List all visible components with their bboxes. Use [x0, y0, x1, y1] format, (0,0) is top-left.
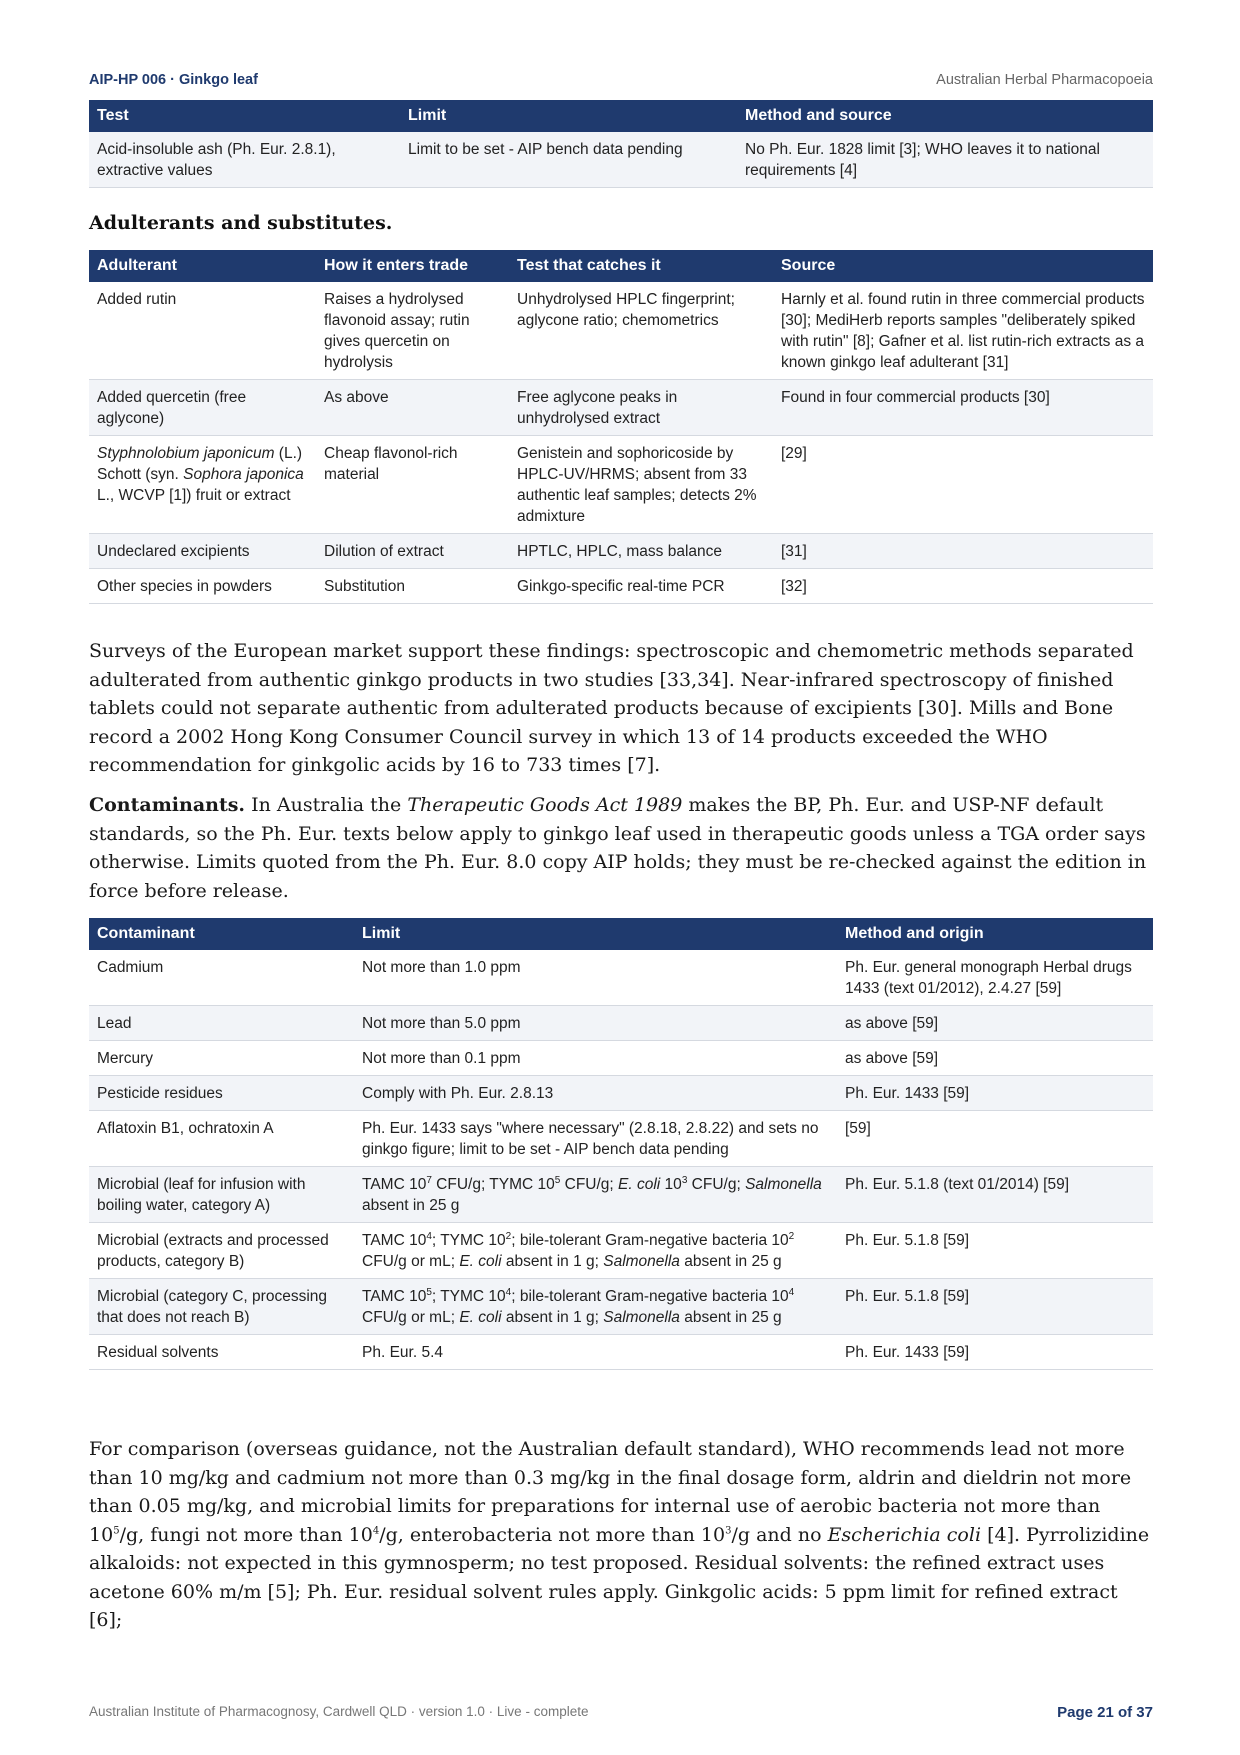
- contaminants-paragraph-wrap: [89, 791, 1153, 905]
- cell-method: Ph. Eur. 5.1.8 [59]: [837, 1223, 1153, 1279]
- col-header-source: Source: [773, 250, 1153, 282]
- cell-test: Ginkgo-specific real-time PCR: [509, 569, 773, 604]
- cell-contaminant: Microbial (category C, processing that does not reach B): [89, 1279, 354, 1335]
- cell-method: No Ph. Eur. 1828 limit [3]; WHO leaves it to national requirements [4]: [737, 132, 1153, 188]
- cell-contaminant: Microbial (extracts and processed products, category B): [89, 1223, 354, 1279]
- col-header-method-origin: Method and origin: [837, 918, 1153, 950]
- test-limits-table: [89, 100, 1153, 188]
- table-row: [89, 1167, 1153, 1223]
- col-header-adulterant: Adulterant: [89, 250, 316, 282]
- col-header-method-source: Method and source: [737, 100, 1153, 132]
- cell-how-enters: As above: [316, 380, 509, 436]
- cell-adulterant: Added quercetin (free aglycone): [89, 380, 316, 436]
- table-row: [89, 1041, 1153, 1076]
- table-row: [89, 380, 1153, 436]
- table-row: [89, 1076, 1153, 1111]
- cell-adulterant: Other species in powders: [89, 569, 316, 604]
- cell-method: Ph. Eur. general monograph Herbal drugs 1433 (text 01/2012), 2.4.27 [59]: [837, 950, 1153, 1006]
- cell-limit: Ph. Eur. 5.4: [354, 1335, 837, 1370]
- table-row: [89, 1335, 1153, 1370]
- table-header-row: [89, 918, 1153, 950]
- table-row: [89, 569, 1153, 604]
- cell-test: Genistein and sophoricoside by HPLC-UV/HRMS; absent from 33 authentic leaf samples; detects 2% admixture: [509, 436, 773, 534]
- cell-contaminant: Mercury: [89, 1041, 354, 1076]
- cell-method: as above [59]: [837, 1041, 1153, 1076]
- cell-method: Ph. Eur. 5.1.8 (text 01/2014) [59]: [837, 1167, 1153, 1223]
- cell-contaminant: Pesticide residues: [89, 1076, 354, 1111]
- cell-contaminant: Cadmium: [89, 950, 354, 1006]
- cell-method: Ph. Eur. 1433 [59]: [837, 1076, 1153, 1111]
- species-name: Escherichia coli: [827, 1523, 982, 1546]
- table-header-row: [89, 100, 1153, 132]
- cell-test: HPTLC, HPLC, mass balance: [509, 534, 773, 569]
- cell-test: Acid-insoluble ash (Ph. Eur. 2.8.1), extractive values: [89, 132, 400, 188]
- table-row: [89, 1006, 1153, 1041]
- surveys-paragraph: Surveys of the European market support these findings: spectroscopic and chemometric methods separated adulterated from authentic ginkgo products in two studies [33,34]. Near-infrared spectroscopy of finished tablets could not separate authentic from adulterated products because of excipients [30]. Mills and Bone record a 2002 Hong Kong Consumer Council survey in which 13 of 14 products exceeded the WHO recommendation for ginkgolic acids by 16 to 733 times [7].: [89, 640, 1134, 776]
- col-header-test: Test: [89, 100, 400, 132]
- contaminants-paragraph: Contaminants. In Australia the Therapeutic Goods Act 1989 makes the BP, Ph. Eur. and USP-NF default standards, so the Ph. Eur. texts below apply to ginkgo leaf used in therapeutic goods unless a TGA order says otherwise. Limits quoted from the Ph. Eur. 8.0 copy AIP holds; they must be re-checked against the edition in force before release.: [89, 794, 1147, 902]
- cell-source: [29]: [773, 436, 1153, 534]
- cell-source: [32]: [773, 569, 1153, 604]
- table-row: [89, 282, 1153, 380]
- cell-how-enters: Cheap flavonol-rich material: [316, 436, 509, 534]
- contaminants-table: [89, 918, 1153, 1370]
- cell-how-enters: Substitution: [316, 569, 509, 604]
- col-header-how-enters: How it enters trade: [316, 250, 509, 282]
- table-row: [89, 1279, 1153, 1335]
- running-head: [89, 72, 1153, 92]
- contaminants-table-wrap: [89, 918, 1153, 1370]
- table-row: [89, 1111, 1153, 1167]
- adulterants-heading-wrap: [89, 212, 1153, 234]
- running-head-title: AIP-HP 006 · Ginkgo leaf: [89, 72, 258, 88]
- synonym-name: Sophora japonica: [183, 466, 304, 483]
- col-header-limit: Limit: [400, 100, 737, 132]
- table-row: [89, 950, 1153, 1006]
- cell-method: Ph. Eur. 5.1.8 [59]: [837, 1279, 1153, 1335]
- cell-limit: Not more than 5.0 ppm: [354, 1006, 837, 1041]
- species-name: Styphnolobium japonicum: [97, 445, 275, 462]
- running-head-publication: Australian Herbal Pharmacopoeia: [936, 72, 1153, 88]
- cell-test: Free aglycone peaks in unhydrolysed extract: [509, 380, 773, 436]
- cell-contaminant: Residual solvents: [89, 1335, 354, 1370]
- cell-limit: TAMC $10^5$; TYMC $10^4$; bile-tolerant Gram-negative bacteria $10^4$ CFU/g or mL; E. coli absent in 1 g; Salmonella absent in 25 g: [354, 1279, 837, 1335]
- surveys-paragraph-wrap: [89, 637, 1153, 780]
- cell-limit: Ph. Eur. 1433 says "where necessary" (2.8.18, 2.8.22) and sets no ginkgo figure; limit to be set - AIP bench data pending: [354, 1111, 837, 1167]
- cell-source: Found in four commercial products [30]: [773, 380, 1153, 436]
- cell-how-enters: Raises a hydrolysed flavonoid assay; rutin gives quercetin on hydrolysis: [316, 282, 509, 380]
- cell-contaminant: Aflatoxin B1, ochratoxin A: [89, 1111, 354, 1167]
- cell-adulterant: Added rutin: [89, 282, 316, 380]
- cell-contaminant: Lead: [89, 1006, 354, 1041]
- cell-limit: Limit to be set - AIP bench data pending: [400, 132, 737, 188]
- adulterants-table-wrap: [89, 250, 1153, 604]
- cell-limit: TAMC $10^7$ CFU/g; TYMC $10^5$ CFU/g; E. coli $10^3$ CFU/g; Salmonella absent in 25 g: [354, 1167, 837, 1223]
- footer-publisher: Australian Institute of Pharmacognosy, Cardwell QLD · version 1.0 · Live - complete: [89, 1704, 589, 1719]
- cell-test: Unhydrolysed HPLC fingerprint; aglycone ratio; chemometrics: [509, 282, 773, 380]
- table-row: [89, 436, 1153, 534]
- col-header-limit: Limit: [354, 918, 837, 950]
- cell-method: as above [59]: [837, 1006, 1153, 1041]
- cell-adulterant: Styphnolobium japonicum (L.) Schott (syn. Sophora japonica L., WCVP [1]) fruit or extract: [89, 436, 316, 534]
- who-paragraph-wrap: [89, 1435, 1153, 1635]
- cell-source: Harnly et al. found rutin in three commercial products [30]; MediHerb reports samples "deliberately spiked with rutin" [8]; Gafner et al. list rutin-rich extracts as a known ginkgo leaf adulterant [31]: [773, 282, 1153, 380]
- cell-method: Ph. Eur. 1433 [59]: [837, 1335, 1153, 1370]
- cell-limit: TAMC $10^4$; TYMC $10^2$; bile-tolerant Gram-negative bacteria $10^2$ CFU/g or mL; E. coli absent in 1 g; Salmonella absent in 25 g: [354, 1223, 837, 1279]
- table-row: [89, 132, 1153, 188]
- who-paragraph: For comparison (overseas guidance, not the Australian default standard), WHO recommends lead not more than 10 mg/kg and cadmium not more than 0.3 mg/kg in the final dosage form, aldrin and dieldrin not more than 0.05 mg/kg, and microbial limits for preparations for internal use of aerobic bacteria not more than $10^5/g$, fungi not more than $10^4/g$, enterobacteria not more than $10^3/g$ and no Escherichia coli [4]. Pyrrolizidine alkaloids: not expected in this gymnosperm; no test proposed. Residual solvents: the refined extract uses acetone 60% m/m [5]; Ph. Eur. residual solvent rules apply. Ginkgolic acids: 5 ppm limit for refined extract [6];: [89, 1438, 1150, 1631]
- cell-method: [59]: [837, 1111, 1153, 1167]
- table-header-row: [89, 250, 1153, 282]
- cell-source: [31]: [773, 534, 1153, 569]
- table-row: [89, 1223, 1153, 1279]
- page-footer: [89, 1704, 1153, 1724]
- cell-limit: Not more than 1.0 ppm: [354, 950, 837, 1006]
- act-title: Therapeutic Goods Act 1989: [407, 794, 683, 816]
- cell-how-enters: Dilution of extract: [316, 534, 509, 569]
- cell-limit: Not more than 0.1 ppm: [354, 1041, 837, 1076]
- col-header-test-catches: Test that catches it: [509, 250, 773, 282]
- adulterants-heading: Adulterants and substitutes.: [89, 212, 393, 234]
- table-row: [89, 534, 1153, 569]
- test-limits-table-wrap: [89, 100, 1153, 188]
- cell-limit: Comply with Ph. Eur. 2.8.13: [354, 1076, 837, 1111]
- cell-adulterant: Undeclared excipients: [89, 534, 316, 569]
- page-number: Page 21 of 37: [1057, 1704, 1153, 1721]
- col-header-contaminant: Contaminant: [89, 918, 354, 950]
- contaminants-lead: Contaminants.: [89, 794, 246, 816]
- adulterants-table: [89, 250, 1153, 604]
- cell-contaminant: Microbial (leaf for infusion with boiling water, category A): [89, 1167, 354, 1223]
